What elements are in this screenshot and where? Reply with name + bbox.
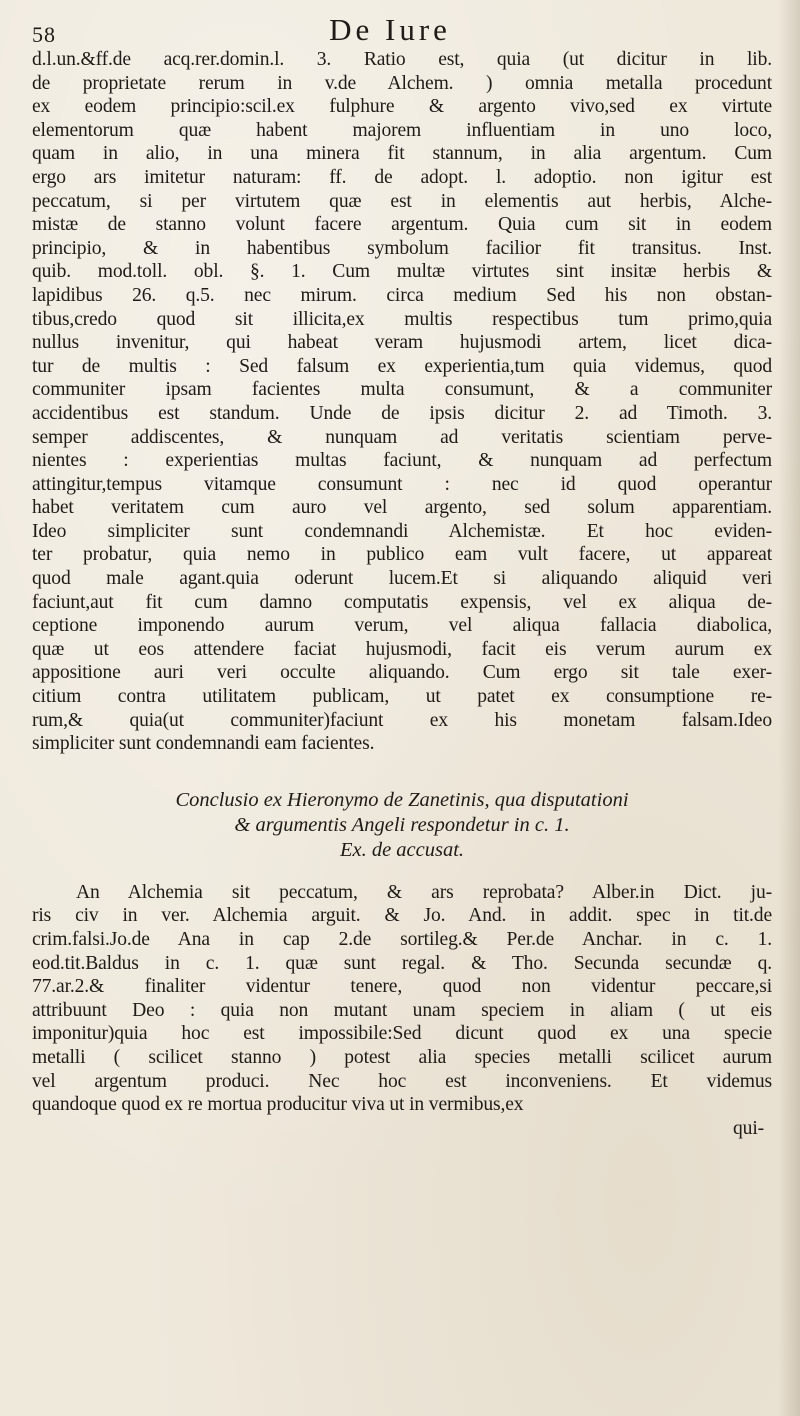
text-line: semper addiscentes, & nunquam ad veritatis scientiam perve- bbox=[32, 426, 772, 448]
text-line: imponitur)quia hoc est impossibile:Sed dicunt quod ex una specie bbox=[32, 1023, 772, 1045]
text-line: ceptione imponendo aurum verum, vel aliqua fallacia diabolica, bbox=[32, 615, 772, 637]
text-line: ex eodem principio:scil.ex fulphure & argento vivo,sed ex virtute bbox=[32, 96, 772, 118]
text-line: tur de multis : Sed falsum ex experientia,tum quia videmus, quod bbox=[32, 355, 772, 377]
heading-line: Ex. de accusat. bbox=[339, 838, 465, 861]
catchword: qui- bbox=[733, 1117, 764, 1139]
text-line: quæ ut eos attendere faciat hujusmodi, facit eis verum aurum ex bbox=[32, 638, 772, 660]
text-line: nientes : experientias multas faciunt, & nunquam ad perfectum bbox=[32, 450, 772, 472]
text-line: communiter ipsam facientes multa consumunt, & a communiter bbox=[32, 379, 772, 401]
text-line: eod.tit.Baldus in c. 1. quæ sunt regal. & Tho. Secunda secundæ q. bbox=[32, 952, 772, 974]
text-line: appositione auri veri occulte aliquando. Cum ergo sit tale exer- bbox=[32, 662, 772, 684]
heading-line: Conclusio ex Hieronymo de Zanetinis, qua disputationi bbox=[175, 788, 629, 811]
section-heading bbox=[32, 788, 772, 863]
text-line: citium contra utilitatem publicam, ut patet ex consumptione re- bbox=[32, 686, 772, 708]
text-line: accidentibus est standum. Unde de ipsis dicitur 2. ad Timoth. 3. bbox=[32, 402, 772, 424]
text-line: ergo ars imitetur naturam: ff. de adopt. l. adoptio. non igitur est bbox=[32, 166, 772, 188]
text-line: mistæ de stanno volunt facere argentum. Quia cum sit in eodem bbox=[32, 214, 772, 236]
text-line: faciunt,aut fit cum damno computatis expensis, vel ex aliqua de- bbox=[32, 591, 772, 613]
text-line: rum,& quia(ut communiter)faciunt ex his monetam falsam.Ideo bbox=[32, 709, 772, 731]
text-line: quod male agant.quia oderunt lucem.Et si aliquando aliquid veri bbox=[32, 568, 772, 590]
heading-line: & argumentis Angeli respondetur in c. 1. bbox=[234, 813, 570, 836]
text-line: ris civ in ver. Alchemia arguit. & Jo. And. in addit. spec in tit.de bbox=[32, 905, 772, 927]
text-line: attingitur,tempus vitamque consumunt : nec id quod operantur bbox=[32, 473, 772, 495]
text-line: crim.falsi.Jo.de Ana in cap 2.de sortileg.& Per.de Anchar. in c. 1. bbox=[32, 929, 772, 950]
text-line: quam in alio, in una minera fit stannum, in alia argentum. Cum bbox=[32, 143, 772, 165]
text-line: quandoque quod ex re mortua producitur viva ut in vermibus,ex bbox=[32, 1094, 524, 1116]
text-line: quib. mod.toll. obl. §. 1. Cum multæ virtutes sint insitæ herbis & bbox=[32, 261, 772, 283]
text-line: elementorum quæ habent majorem influentiam in uno loco, bbox=[32, 119, 772, 141]
text-line: 77.ar.2.& finaliter videntur tenere, quod non videntur peccare,si bbox=[32, 976, 772, 998]
text-line: principio, & in habentibus symbolum facilior fit transitus. Inst. bbox=[32, 237, 772, 259]
running-title: De Iure bbox=[329, 12, 451, 47]
text-line: lapidibus 26. q.5. nec mirum. circa medium Sed his non obstan- bbox=[32, 284, 772, 306]
text-line: simpliciter sunt condemnandi eam facientes. bbox=[32, 733, 375, 755]
text-line: Ideo simpliciter sunt condemnandi Alchemistæ. Et hoc eviden- bbox=[32, 520, 772, 542]
text-line: tibus,credo quod sit illicita,ex multis respectibus tum primo,quia bbox=[32, 308, 772, 330]
text-line: habet veritatem cum auro vel argento, sed solum apparentiam. bbox=[32, 497, 772, 519]
text-line: vel argentum produci. Nec hoc est inconveniens. Et videmus bbox=[32, 1070, 772, 1092]
text-line: metalli ( scilicet stanno ) potest alia species metalli scilicet aurum bbox=[32, 1046, 772, 1068]
text-line: attribuunt Deo : quia non mutant unam speciem in aliam ( ut eis bbox=[32, 999, 772, 1021]
paragraph-alchemy-illicit bbox=[32, 48, 772, 756]
text-line: An Alchemia sit peccatum, & ars reprobata? Alber.in Dict. ju- bbox=[76, 881, 772, 903]
text-line: peccatum, si per virtutem quæ est in elementis aut herbis, Alche- bbox=[32, 190, 772, 212]
text-line: nullus invenitur, qui habeat veram hujusmodi artem, licet dica- bbox=[32, 332, 772, 354]
text-line: d.l.un.&ff.de acq.rer.domin.l. 3. Ratio est, quia (ut dicitur in lib. bbox=[32, 49, 772, 70]
main-text bbox=[32, 48, 772, 1140]
page-number: 58 bbox=[32, 22, 56, 47]
paragraph-alchemy-question bbox=[32, 881, 772, 1117]
page-edge-shadow bbox=[778, 0, 800, 1416]
text-line: ter probatur, quia nemo in publico eam vult facere, ut appareat bbox=[32, 544, 772, 566]
text-line: de proprietate rerum in v.de Alchem. ) omnia metalla procedunt bbox=[32, 72, 772, 94]
